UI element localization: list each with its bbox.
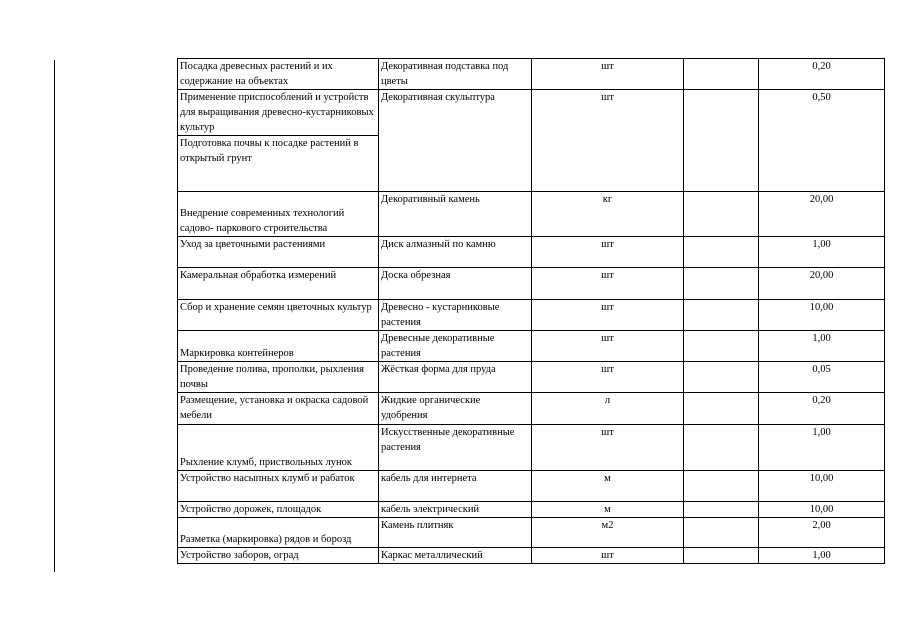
qty-cell: 20,00 <box>759 268 885 300</box>
work-cell: Подготовка почвы к посадке растений в открытый грунт <box>178 136 379 192</box>
qty-cell: 0,05 <box>759 362 885 393</box>
material-cell: Декоративный камень <box>379 192 532 237</box>
table-row <box>178 502 885 518</box>
material-cell: Доска обрезная <box>379 268 532 300</box>
work-cell: Проведение полива, прополки, рыхления почвы <box>178 362 379 393</box>
table-row <box>178 471 885 502</box>
unit-cell: шт <box>532 237 684 268</box>
qty-cell: 20,00 <box>759 192 885 237</box>
work-cell: Применение приспособлений и устройств для выращивания древесно-кустарниковых культур <box>178 90 379 136</box>
table-row <box>178 331 885 362</box>
work-cell: Сбор и хранение семян цветочных культур <box>178 300 379 331</box>
material-cell: Каркас металлический <box>379 548 532 564</box>
table-row <box>178 237 885 268</box>
unit-cell: шт <box>532 425 684 471</box>
material-cell: Камень плитняк <box>379 518 532 548</box>
table-row <box>178 548 885 564</box>
material-cell: Декоративная скульптура <box>379 90 532 192</box>
blank-cell <box>684 425 759 471</box>
table-row <box>178 59 885 90</box>
blank-cell <box>684 300 759 331</box>
qty-cell: 10,00 <box>759 471 885 502</box>
work-cell: Маркировка контейнеров <box>178 331 379 362</box>
material-cell: Древесно - кустарниковые растения <box>379 300 532 331</box>
qty-cell: 1,00 <box>759 331 885 362</box>
blank-cell <box>684 268 759 300</box>
unit-cell: шт <box>532 362 684 393</box>
table-row <box>178 192 885 237</box>
work-cell: Внедрение современных технологий садово- паркового строительства <box>178 192 379 237</box>
qty-cell: 0,20 <box>759 393 885 425</box>
table-row <box>178 518 885 548</box>
unit-cell: л <box>532 393 684 425</box>
qty-cell: 10,00 <box>759 502 885 518</box>
table-row <box>178 90 885 136</box>
work-cell: Посадка древесных растений и их содержание на объектах <box>178 59 379 90</box>
unit-cell: шт <box>532 300 684 331</box>
unit-cell: шт <box>532 268 684 300</box>
blank-cell <box>684 90 759 192</box>
unit-cell: м2 <box>532 518 684 548</box>
qty-cell: 1,00 <box>759 237 885 268</box>
blank-cell <box>684 548 759 564</box>
blank-cell <box>684 502 759 518</box>
unit-cell: м <box>532 502 684 518</box>
blank-cell <box>684 518 759 548</box>
qty-cell: 0,50 <box>759 90 885 192</box>
unit-cell: шт <box>532 90 684 192</box>
work-cell: Рыхление клумб, приствольных лунок <box>178 425 379 471</box>
page-margin-line <box>54 60 55 572</box>
table-row <box>178 393 885 425</box>
qty-cell: 1,00 <box>759 425 885 471</box>
qty-cell: 1,00 <box>759 548 885 564</box>
blank-cell <box>684 393 759 425</box>
qty-cell: 0,20 <box>759 59 885 90</box>
work-cell: Уход за цветочными растениями <box>178 237 379 268</box>
blank-cell <box>684 331 759 362</box>
table-row <box>178 300 885 331</box>
work-cell: Разметка (маркировка) рядов и борозд <box>178 518 379 548</box>
unit-cell: шт <box>532 331 684 362</box>
material-cell: кабель для интернета <box>379 471 532 502</box>
qty-cell: 2,00 <box>759 518 885 548</box>
materials-table <box>177 58 885 564</box>
blank-cell <box>684 362 759 393</box>
work-cell: Размещение, установка и окраска садовой мебели <box>178 393 379 425</box>
work-cell: Устройство заборов, оград <box>178 548 379 564</box>
blank-cell <box>684 237 759 268</box>
work-cell: Камеральная обработка измерений <box>178 268 379 300</box>
qty-cell: 10,00 <box>759 300 885 331</box>
table-row <box>178 362 885 393</box>
material-cell: Искусственные декоративные растения <box>379 425 532 471</box>
unit-cell: м <box>532 471 684 502</box>
work-cell: Устройство дорожек, площадок <box>178 502 379 518</box>
unit-cell: шт <box>532 548 684 564</box>
material-cell: Древесные декоративные растения <box>379 331 532 362</box>
material-cell: Декоративная подставка под цветы <box>379 59 532 90</box>
material-cell: Жёсткая форма для пруда <box>379 362 532 393</box>
blank-cell <box>684 192 759 237</box>
work-cell: Устройство насыпных клумб и рабаток <box>178 471 379 502</box>
unit-cell: кг <box>532 192 684 237</box>
material-cell: Жидкие органические удобрения <box>379 393 532 425</box>
material-cell: Диск алмазный по камню <box>379 237 532 268</box>
blank-cell <box>684 59 759 90</box>
unit-cell: шт <box>532 59 684 90</box>
table-row <box>178 268 885 300</box>
blank-cell <box>684 471 759 502</box>
table-row <box>178 425 885 471</box>
material-cell: кабель электрический <box>379 502 532 518</box>
